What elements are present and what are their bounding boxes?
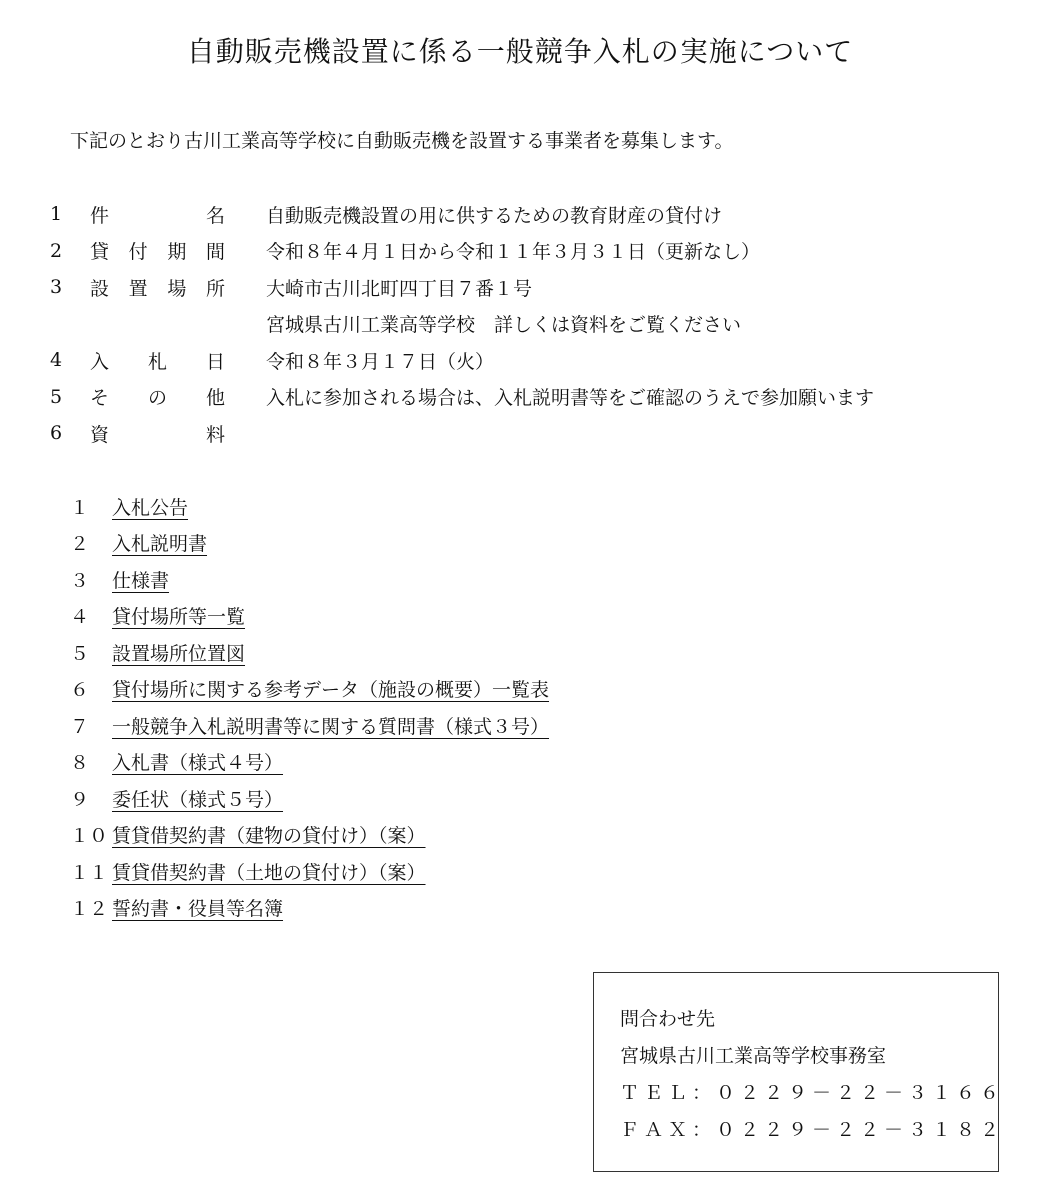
item-number: 5 (50, 385, 63, 408)
document-number: ７ (70, 715, 90, 738)
document-number: ８ (70, 752, 90, 775)
document-label: 入札公告 (112, 496, 189, 519)
document-label: 委任状（様式５号） (112, 788, 284, 811)
item-row-5 (50, 379, 874, 416)
document-link-location-list[interactable] (70, 602, 245, 629)
document-link-question-form[interactable] (70, 712, 549, 739)
document-number: ３ (70, 569, 90, 592)
document-item (70, 671, 549, 708)
document-link-bid-form[interactable] (70, 748, 283, 775)
document-link-bid-explanation[interactable] (70, 529, 207, 556)
document-item (70, 634, 549, 671)
item-label: その他 (90, 387, 225, 410)
item-number: 3 (50, 276, 63, 299)
item-row-1 (50, 196, 874, 233)
document-number: １１ (70, 861, 109, 884)
item-row-3 (50, 269, 874, 306)
item-label: 入札日 (90, 350, 225, 373)
item-number: 2 (50, 239, 63, 262)
document-number: １ (70, 496, 90, 519)
item-label: 資料 (90, 423, 225, 446)
document-item (70, 817, 549, 854)
document-item (70, 525, 549, 562)
contact-tel: ＴＥＬ：０２２９－２２－３１６６ (620, 1082, 1005, 1104)
document-number: ５ (70, 642, 90, 665)
intro-text: 下記のとおり古川工業高等学校に自動販売機を設置する事業者を募集します。 (70, 130, 734, 152)
document-link-lease-land[interactable] (70, 858, 426, 885)
document-label: 入札書（様式４号） (112, 752, 284, 775)
item-label: 貸付期間 (90, 241, 225, 264)
item-row-6 (50, 415, 874, 452)
document-item (70, 598, 549, 635)
document-label: 設置場所位置図 (112, 642, 246, 665)
item-value: 大崎市古川北町四丁目７番１号 (266, 277, 533, 300)
document-number: １２ (70, 898, 109, 921)
item-list (50, 196, 874, 452)
item-row-4 (50, 342, 874, 379)
document-number: ２ (70, 533, 90, 556)
contact-fax: ＦＡＸ：０２２９－２２－３１８２ (620, 1119, 1005, 1141)
document-number: ６ (70, 679, 90, 702)
document-label: 賃貸借契約書（建物の貸付け）（案） (112, 825, 426, 848)
document-link-power-of-attorney[interactable] (70, 785, 283, 812)
document-number: １０ (70, 825, 109, 848)
document-link-reference-data[interactable] (70, 675, 549, 702)
document-label: 貸付場所に関する参考データ（施設の概要）一覧表 (112, 679, 550, 702)
item-number: 6 (50, 422, 63, 445)
document-item (70, 780, 549, 817)
item-number: 4 (50, 349, 63, 372)
page-title: 自動販売機設置に係る一般競争入札の実施について (186, 35, 854, 68)
document-link-location-map[interactable] (70, 639, 245, 666)
document-label: 賃貸借契約書（土地の貸付け）（案） (112, 861, 426, 884)
document-number: ４ (70, 606, 90, 629)
document-item (70, 488, 549, 525)
contact-office: 宮城県古川工業高等学校事務室 (620, 1045, 887, 1067)
document-link-bid-notice[interactable] (70, 493, 188, 520)
document-link-pledge-officers[interactable] (70, 894, 283, 921)
item-row-3-continued (50, 306, 874, 343)
document-label: 仕様書 (112, 569, 170, 592)
document-item (70, 561, 549, 598)
item-number: 1 (50, 203, 63, 226)
item-row-2 (50, 233, 874, 270)
item-label: 設置場所 (90, 277, 225, 300)
document-link-lease-building[interactable] (70, 821, 426, 848)
item-value: 令和８年４月１日から令和１１年３月３１日（更新なし） (266, 241, 761, 264)
item-value: 宮城県古川工業高等学校 詳しくは資料をご覧ください (266, 314, 742, 337)
document-label: 入札説明書 (112, 533, 208, 556)
document-item (70, 744, 549, 781)
document-item (70, 890, 549, 927)
item-value: 入札に参加される場合は、入札説明書等をご確認のうえで参加願います (266, 387, 875, 410)
document-item (70, 853, 549, 890)
document-item (70, 707, 549, 744)
item-label: 件名 (90, 204, 225, 227)
document-label: 一般競争入札説明書等に関する質問書（様式３号） (112, 715, 550, 738)
contact-heading: 問合わせ先 (620, 1008, 716, 1030)
item-value: 自動販売機設置の用に供するための教育財産の貸付け (266, 204, 723, 227)
document-label: 貸付場所等一覧 (112, 606, 246, 629)
document-list (70, 488, 549, 926)
document-link-specification[interactable] (70, 566, 169, 593)
contact-box (593, 972, 1005, 1172)
item-value: 令和８年３月１７日（火） (266, 350, 495, 373)
document-number: ９ (70, 788, 90, 811)
document-label: 誓約書・役員等名簿 (112, 898, 284, 921)
